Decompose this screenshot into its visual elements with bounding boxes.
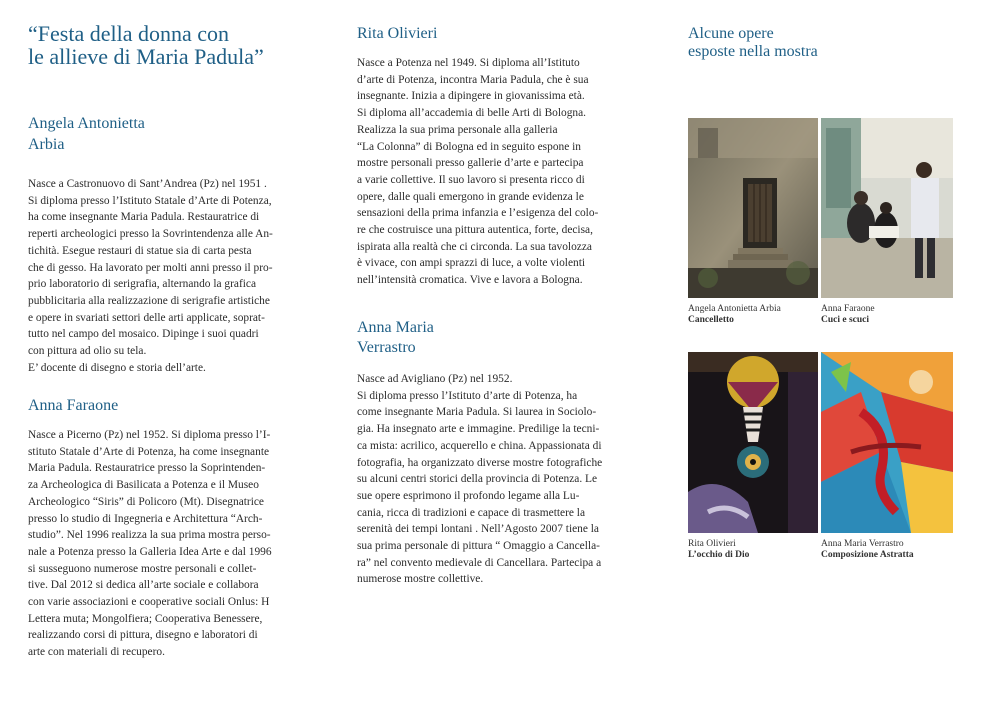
caption-title: Composizione Astratta bbox=[821, 550, 914, 560]
artist-name-faraone: Anna Faraone bbox=[28, 397, 119, 414]
caption-title: Cancelletto bbox=[688, 315, 734, 325]
artist-bio-faraone: Nasce a Picerno (Pz) nel 1952. Si diploma presso l’I- stituto Statale d’Arte di Potenza, ha come insegnante Maria Padula. Restauratrice presso la Soprintenden- za Archeologica di Basilicata a Potenza e il Museo Archeologico “Siris” di Policoro (Mt). Disegnatrice presso lo studio di Ingegneria e Architettura “Arch- studio”. Nel 1996 realizza la sua prima mostra perso- nale a Potenza presso la Galleria Idea Arte e dal 1996 si susseguono numerose mostre personali e collet- tive. Dal 2012 si dedica all’arte sociale e collabora con varie associazioni e cooperative sociali Onlus: H Lettera muta; Mongolfiera; Cooperativa Benessere, realizzando corsi di pittura, disegno e laboratori di arte con materiali di recupero. bbox=[28, 429, 272, 659]
caption-cuci-e-scuci bbox=[821, 304, 951, 326]
artwork-cuci-e-scuci-image bbox=[821, 118, 953, 298]
caption-cancelletto bbox=[688, 304, 818, 326]
main-title: “Festa della donna con le allieve di Maria Padula” bbox=[28, 21, 264, 69]
artist-name-verrastro: Anna Maria Verrastro bbox=[357, 319, 434, 356]
caption-artist: Rita Olivieri bbox=[688, 539, 736, 549]
works-title: Alcune opere esposte nella mostra bbox=[688, 25, 818, 60]
artwork-occhio-di-dio-image bbox=[688, 352, 818, 533]
artist-bio-verrastro: Nasce ad Avigliano (Pz) nel 1952. Si diploma presso l’Istituto d’arte di Potenza, ha come insegnante Maria Padula. Si laurea in Sociolo- gia. Ha insegnato arte e immagine. Predilige la tecni- ca mista: acrilico, acquerello e china. Appassionata di fotografia, ha organizzato diverse mostre fotografiche su alcuni centri storici della provincia di Potenza. Le sue opere esprimono il profondo legame alla Lu- cania, ricca di tradizioni e capace di trasmettere la serenità dei tempi lontani . Nell’Agosto 2007 tiene la sua prima personale di pittura “ Omaggio a Cancella- ra” nel convento medievale di Cancellara. Partecipa a numerose mostre collettive. bbox=[357, 373, 603, 586]
caption-artist: Anna Maria Verrastro bbox=[821, 539, 904, 549]
artist-name-arbia: Angela Antonietta Arbia bbox=[28, 115, 145, 153]
artist-bio-arbia: Nasce a Castronuovo di Sant’Andrea (Pz) nel 1951 . Si diploma presso l’Istituto Statale d’Arte di Potenza, ha come insegnante Maria Padula. Restauratrice di reperti archeologici presso la Sovrintendenza alle An- tichità. Esegue restauri di statue sia di carta pesta che di gesso. Ha lavorato per molti anni presso il pro- prio laboratorio di serigrafia, alternando la grafica pubblicitaria alla realizzazione di serigrafie artistiche e opere in svariati settori delle arti applicate, soprat- tutto nel campo del mosaico. Dipinge i suoi quadri con pittura ad olio su tela. E’ docente di disegno e storia dell’arte. bbox=[28, 178, 273, 374]
caption-artist: Angela Antonietta Arbia bbox=[688, 304, 781, 314]
artwork-composizione-astratta-image bbox=[821, 352, 953, 533]
caption-title: Cuci e scuci bbox=[821, 315, 870, 325]
caption-title: L’occhio di Dio bbox=[688, 550, 750, 560]
artist-name-olivieri: Rita Olivieri bbox=[357, 25, 438, 42]
caption-composizione-astratta bbox=[821, 539, 961, 561]
artwork-cancelletto-image bbox=[688, 118, 818, 298]
caption-artist: Anna Faraone bbox=[821, 304, 875, 314]
artist-bio-olivieri: Nasce a Potenza nel 1949. Si diploma all’Istituto d’arte di Potenza, incontra Maria Padula, che è sua insegnante. Inizia a dipingere in giovanissima età. Si diploma all’accademia di belle Arti di Bologna. Realizza la sua prima personale alla galleria “La Colonna” di Bologna ed in seguito espone in mostre personali presso gallerie d’arte e partecipa a varie collettive. Il suo lavoro si presenta ricco di opere, dalle quali emergono in grande evidenza le sensazioni della prima infanzia e l’esigenza del colo- re che costruisce una pittura autentica, forte, decisa, ispirata alla realtà che ci circonda. La sua tavolozza è vivace, con ampi sprazzi di luce, a volte violenti nell’intensità cromatica. Vive e lavora a Bologna. bbox=[357, 57, 599, 287]
caption-occhio-di-dio bbox=[688, 539, 818, 561]
